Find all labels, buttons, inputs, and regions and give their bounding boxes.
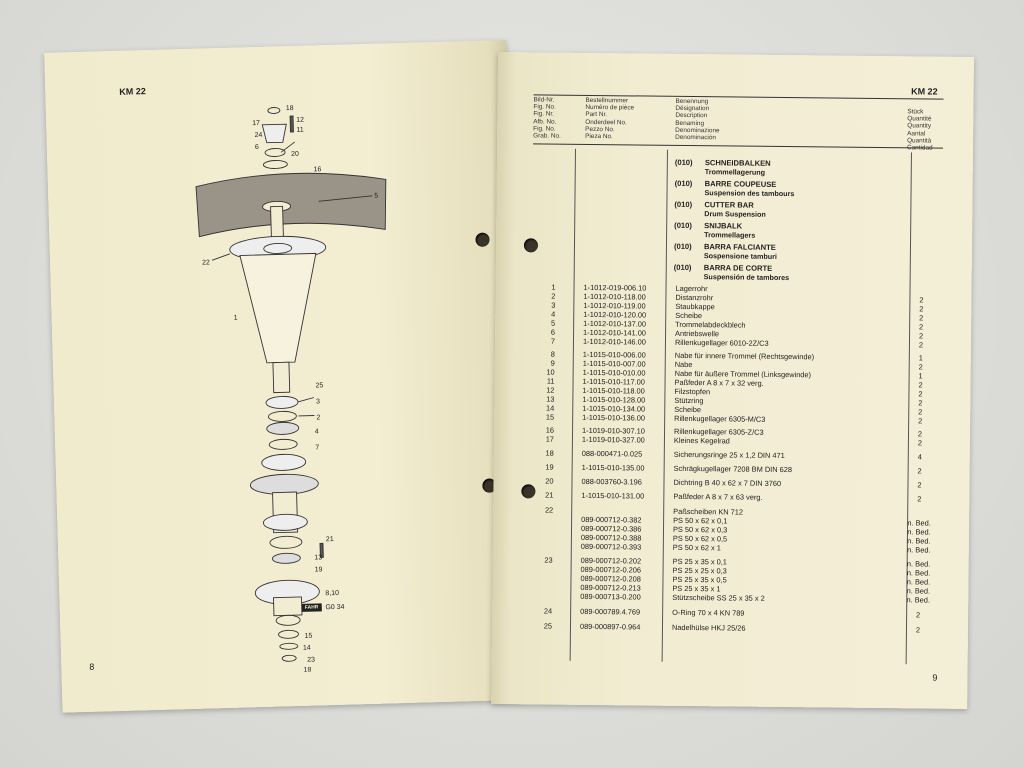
part-label: 19 bbox=[314, 566, 323, 574]
part-label: 11 bbox=[296, 126, 304, 134]
row-description: Paßfeder A 8 x 7 x 63 verg. bbox=[673, 491, 763, 502]
drawing-code: G0 34 bbox=[325, 603, 345, 611]
fahr-logo: FAHR bbox=[302, 603, 322, 612]
row-quantity: 2 bbox=[918, 398, 923, 408]
row-description: Rillenkugellager 6305-Z/C3 bbox=[673, 426, 764, 437]
header-quantity: Stück Quantité Quantity Aantal Quantità Cantidad bbox=[906, 108, 933, 152]
row-part-no: 1-1015-010-010.00 bbox=[582, 367, 646, 378]
row-part-no: 1-1015-010-128.00 bbox=[582, 394, 646, 405]
row-fig-no: 19 bbox=[545, 462, 554, 472]
row-description: Stützscheibe SS 25 x 35 x 2 bbox=[672, 592, 765, 603]
row-quantity: 2 bbox=[918, 331, 924, 341]
title-block: (010) BARRA DE CORTE Suspensión de tambores bbox=[673, 262, 790, 283]
part-label: 20 bbox=[291, 150, 300, 159]
table-row bbox=[530, 462, 940, 475]
row-quantity: n. Bed. bbox=[906, 559, 931, 569]
row-description: PS 25 x 35 x 0,1 bbox=[672, 556, 727, 567]
row-description: PS 50 x 62 x 0,1 bbox=[673, 515, 728, 526]
row-part-no: 1-1015-010-118.00 bbox=[582, 385, 645, 396]
row-description: Rillenkugellager 6010-2Z/C3 bbox=[674, 337, 769, 348]
part-label: 18 bbox=[303, 666, 312, 674]
row-description: PS 25 x 35 x 0,5 bbox=[672, 574, 727, 585]
row-description: Stützring bbox=[674, 395, 704, 406]
row-quantity: 2 bbox=[918, 380, 923, 390]
row-part-no: 089-000789.4.769 bbox=[580, 606, 641, 617]
row-quantity: 2 bbox=[917, 438, 923, 448]
row-description: Rillenkugellager 6305-M/C3 bbox=[674, 413, 766, 424]
section-titles bbox=[674, 158, 895, 286]
row-quantity: 2 bbox=[917, 494, 922, 504]
right-page-number: 9 bbox=[932, 672, 938, 683]
row-part-no: 089-000712-0.386 bbox=[580, 523, 642, 534]
row-fig-no: 11 bbox=[546, 376, 555, 386]
row-part-no: 1-1019-010-327.00 bbox=[581, 434, 645, 445]
row-quantity: 1 bbox=[918, 371, 923, 381]
row-description: PS 50 x 62 x 0,5 bbox=[672, 533, 728, 544]
table-row bbox=[530, 448, 940, 461]
row-description: Antriebswelle bbox=[675, 328, 720, 339]
row-part-no: 089-000712-0.208 bbox=[580, 573, 641, 584]
row-fig-no: 20 bbox=[545, 476, 554, 486]
row-part-no: 1-1012-010-137.00 bbox=[583, 318, 647, 329]
row-description: Sicherungsringe 25 x 1,2 DIN 471 bbox=[673, 449, 785, 461]
row-part-no: 1-1012-010-141.00 bbox=[583, 327, 646, 338]
part-label: 16 bbox=[313, 166, 322, 174]
row-description: Nadelhülse HKJ 25/26 bbox=[671, 622, 746, 633]
row-description: Schrägkugellager 7208 BM DIN 628 bbox=[673, 463, 793, 475]
part-label: 18 bbox=[285, 104, 294, 113]
row-quantity: 2 bbox=[918, 362, 923, 372]
row-quantity: 2 bbox=[919, 322, 924, 332]
row-part-no: 1-1012-010-146.00 bbox=[582, 336, 646, 347]
row-description: Nabe für äußere Trommel (Linksgewinde) bbox=[674, 368, 812, 380]
part-label: 14 bbox=[302, 644, 311, 652]
left-page-code: KM 22 bbox=[119, 86, 146, 97]
row-description: Distanzrohr bbox=[675, 292, 714, 303]
row-part-no: 1-1015-010-117.00 bbox=[582, 376, 645, 387]
row-description: PS 25 x 35 x 1 bbox=[672, 583, 721, 594]
header-description: Benennung Désignation Description Benaming Denominazione Denominación bbox=[675, 97, 720, 142]
row-part-no: 089-000712-0.382 bbox=[581, 514, 642, 525]
row-description: Trommelabdeckblech bbox=[675, 319, 746, 330]
row-quantity: n. Bed. bbox=[907, 518, 931, 528]
row-part-no: 1-1015-010-007.00 bbox=[582, 358, 646, 369]
row-quantity: 2 bbox=[919, 295, 924, 305]
row-quantity: n. Bed. bbox=[907, 545, 931, 555]
part-label: 23 bbox=[307, 656, 316, 664]
row-fig-no: 7 bbox=[550, 336, 556, 346]
part-label: 5 bbox=[374, 192, 379, 200]
row-fig-no: 12 bbox=[546, 385, 555, 395]
part-label: 13 bbox=[314, 554, 323, 562]
row-quantity: 2 bbox=[918, 340, 924, 350]
row-fig-no: 23 bbox=[544, 555, 553, 565]
row-part-no: 1-1012-019-006.10 bbox=[583, 282, 647, 293]
row-fig-no: 22 bbox=[544, 505, 554, 515]
row-fig-no: 21 bbox=[545, 490, 554, 500]
row-description: PS 50 x 62 x 0,3 bbox=[672, 524, 728, 535]
row-part-no: 1-1015-010-135.00 bbox=[581, 462, 645, 473]
row-fig-no: 2 bbox=[551, 291, 556, 301]
row-quantity: 2 bbox=[917, 429, 923, 439]
part-label: 3 bbox=[315, 398, 321, 406]
part-label: 6 bbox=[254, 143, 259, 152]
row-quantity: 2 bbox=[917, 480, 922, 490]
part-label: 17 bbox=[252, 119, 261, 128]
row-quantity: 2 bbox=[917, 466, 922, 476]
row-part-no: 088-000471-0.025 bbox=[581, 448, 643, 459]
row-part-no: 1-1012-010-120.00 bbox=[583, 309, 647, 320]
row-quantity: 2 bbox=[919, 304, 924, 314]
row-fig-no: 10 bbox=[546, 367, 555, 377]
row-description: Paßfeder A 8 x 7 x 32 verg. bbox=[674, 377, 764, 388]
row-fig-no: 3 bbox=[551, 300, 556, 310]
part-label: 22 bbox=[202, 259, 211, 267]
row-description: Staubkappe bbox=[675, 301, 715, 312]
row-quantity: n. Bed. bbox=[906, 577, 931, 587]
title-block: (010) BARRE COUPEUSE Suspension des tambours bbox=[674, 178, 795, 199]
table-row bbox=[528, 621, 938, 634]
row-quantity: 2 bbox=[915, 625, 921, 635]
row-description: Filzstopfen bbox=[674, 386, 711, 397]
table-row bbox=[529, 490, 939, 503]
row-fig-no: 6 bbox=[550, 327, 556, 337]
row-part-no: 1-1015-010-136.00 bbox=[582, 412, 646, 423]
right-page-code: KM 22 bbox=[911, 86, 938, 97]
row-fig-no: 1 bbox=[551, 282, 556, 292]
row-fig-no: 14 bbox=[545, 403, 555, 413]
row-description: Paßscheiben KN 712 bbox=[673, 506, 744, 517]
row-part-no: 1-1015-010-006.00 bbox=[582, 349, 646, 360]
row-part-no: 089-000897-0.964 bbox=[579, 621, 641, 632]
row-fig-no: 25 bbox=[543, 621, 553, 631]
row-quantity: n. Bed. bbox=[906, 595, 931, 605]
table-row bbox=[529, 476, 939, 489]
row-part-no: 089-000712-0.213 bbox=[580, 582, 641, 593]
row-fig-no: 13 bbox=[546, 394, 555, 404]
part-label: 24 bbox=[254, 131, 263, 140]
header-part-no: Bestellnummer Numéro de pièce Part Nr. Onderdeel No. Pezzo No. Pieza No. bbox=[585, 96, 635, 141]
part-label: 4 bbox=[314, 428, 319, 436]
row-part-no: 089-000713-0.200 bbox=[580, 591, 641, 602]
row-quantity: 2 bbox=[916, 610, 921, 620]
row-fig-no: 16 bbox=[545, 425, 555, 435]
exploded-drawing bbox=[186, 99, 412, 675]
row-fig-no: 15 bbox=[545, 412, 555, 422]
row-part-no: 1-1015-010-131.00 bbox=[581, 490, 645, 501]
part-label: 21 bbox=[325, 536, 334, 544]
title-block: (010) SCHNEIDBALKEN Trommellagerung bbox=[674, 157, 771, 177]
punch-hole bbox=[475, 233, 489, 247]
part-label: 25 bbox=[315, 382, 324, 390]
row-part-no: 1-1012-010-118.00 bbox=[583, 291, 646, 302]
left-page-number: 8 bbox=[89, 661, 95, 672]
part-label: 15 bbox=[304, 632, 313, 640]
part-label: 1 bbox=[233, 314, 238, 322]
row-description: Scheibe bbox=[675, 310, 703, 321]
row-description: Nabe für innere Trommel (Rechtsgewinde) bbox=[674, 350, 815, 362]
row-quantity: n. Bed. bbox=[906, 568, 931, 578]
part-label: 12 bbox=[296, 116, 305, 124]
punch-hole bbox=[524, 238, 538, 252]
row-fig-no: 4 bbox=[551, 309, 556, 319]
row-description: Dichtring B 40 x 62 x 7 DIN 3760 bbox=[673, 477, 782, 488]
table-row bbox=[528, 606, 938, 619]
row-part-no: 1-1019-010-307.10 bbox=[581, 425, 645, 436]
header-fig-no: Bild-Nr. Fig. No. Fig. Nr. Afb. No. Fig. No. Grab. No. bbox=[533, 96, 561, 140]
row-quantity: 2 bbox=[918, 407, 923, 417]
row-description: Kleines Kegelrad bbox=[673, 435, 730, 446]
row-fig-no: 8 bbox=[550, 349, 555, 359]
row-quantity: 4 bbox=[917, 452, 922, 462]
part-label: 7 bbox=[315, 444, 320, 452]
row-quantity: n. Bed. bbox=[906, 586, 931, 596]
row-description: Scheibe bbox=[674, 404, 702, 415]
row-description: PS 25 x 25 x 0,3 bbox=[672, 565, 727, 576]
row-description: Lagerrohr bbox=[675, 283, 708, 294]
row-fig-no: 24 bbox=[543, 606, 553, 616]
row-part-no: 088-003760-3.196 bbox=[581, 476, 642, 487]
row-quantity: 2 bbox=[919, 313, 924, 323]
row-quantity: 2 bbox=[918, 416, 923, 426]
row-description: O-Ring 70 x 4 KN 789 bbox=[672, 607, 745, 618]
row-part-no: 1-1012-010-119.00 bbox=[583, 300, 646, 311]
title-block: (010) CUTTER BAR Drum Suspension bbox=[674, 199, 766, 219]
left-page bbox=[44, 40, 524, 713]
row-description: Nabe bbox=[674, 359, 693, 370]
row-fig-no: 18 bbox=[545, 448, 554, 458]
row-fig-no: 17 bbox=[545, 434, 554, 444]
row-part-no: 089-000712-0.393 bbox=[580, 541, 642, 552]
row-fig-no: 9 bbox=[550, 358, 555, 368]
table-header bbox=[533, 96, 943, 152]
row-quantity: 1 bbox=[918, 353, 923, 363]
row-part-no: 089-000712-0.206 bbox=[580, 564, 642, 575]
part-label: 2 bbox=[316, 414, 321, 422]
right-page bbox=[491, 52, 974, 709]
row-quantity: 2 bbox=[918, 389, 923, 399]
part-label: 8,10 bbox=[325, 589, 340, 598]
row-quantity: n. Bed. bbox=[907, 536, 931, 546]
row-part-no: 1-1015-010-134.00 bbox=[582, 403, 646, 414]
row-description: PS 50 x 62 x 1 bbox=[672, 542, 721, 553]
title-block: (010) SNIJBALK Trommellagers bbox=[674, 220, 756, 240]
publisher-stamp bbox=[302, 603, 345, 612]
row-quantity: n. Bed. bbox=[907, 527, 931, 537]
row-fig-no: 5 bbox=[550, 318, 556, 328]
title-block: (010) BARRA FALCIANTE Sospensione tamburi bbox=[673, 241, 778, 261]
row-part-no: 089-000712-0.388 bbox=[580, 532, 642, 543]
row-part-no: 089-000712-0.202 bbox=[580, 555, 642, 566]
